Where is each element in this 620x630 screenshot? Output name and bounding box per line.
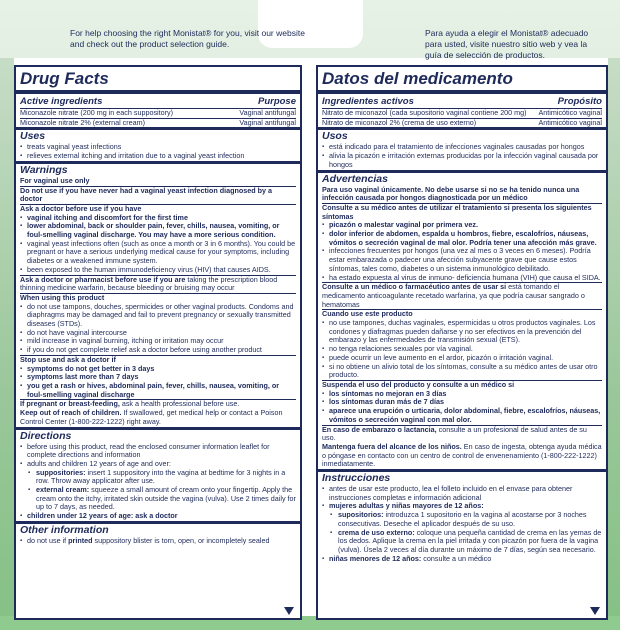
panel-title: Drug Facts [16,67,300,94]
list-item: ▪ symptoms last more than 7 days [20,373,296,382]
list-item: ▪ aparece una erupción o urticaria, dolor abdominal, fiebre, escalofríos, náuseas, vómitos o secreción vaginal con mal olor. [322,407,602,424]
list-item: ▪ vaginal yeast infections often (such as once a month or 3 in 6 months). You could be pregnant or have a serious underlying medical cause for your symptoms, including diabetes or a weakened immune system. [20,240,296,266]
warning-text: For vaginal use only [20,175,90,185]
warnings-section [16,161,300,427]
list-item: ▪ children under 12 years of age: ask a doctor [20,512,296,521]
list-item: ▪ dolor inferior de abdomen, espalda u hombros, fiebre, escalofríos, náuseas, vómitos o secreción vaginal de mal olor. Podría tener una afección más grave. [322,230,602,247]
warnings-heading: Advertencias [322,172,388,185]
ingredient-row [20,119,296,128]
warning-subheading: When using this product [20,292,105,302]
warning-subheading: Cuando use este producto [322,309,413,319]
directions-section [318,469,606,563]
warning-text: Mantenga fuera del alcance de los niños. En caso de ingesta, obtenga ayuda médica o póngase en contacto con un centro de control de envenenamiento (1-800-222-1222) inmediatamente. [322,441,602,469]
list-item: ▪ picazón o malestar vaginal por primera vez. [322,221,602,230]
list-item: ▪ do not have vaginal intercourse [20,329,296,338]
uses-section [16,127,300,160]
list-item: ▪ alivia la picazón e irritación externas producidas por la infección vaginal causada por hongos [322,152,602,169]
list-item: ▪ if you do not get complete relief ask a doctor before using another product [20,346,296,355]
datos-medicamento-panel [316,65,608,620]
ingredient-name: Miconazole nitrate 2% (external cream) [20,117,146,127]
ingredient-name: Miconazole nitrate (200 mg in each suppository) [20,108,174,117]
uses-section [318,127,606,169]
list-item: ▪ before using this product, read the enclosed consumer information leaflet for complete directions and information [20,443,296,460]
ingredient-purpose: Antimicótico vaginal [538,108,602,117]
panel-title: Datos del medicamento [318,67,606,94]
list-item: ▪ ha estado expuesta al virus de inmuno- deficiencia humana (VIH) que causa el SIDA. [322,274,602,283]
list-item: ▪ adults and children 12 years of age and over: [20,460,296,469]
list-item: ▪ no tenga relaciones sexuales por vía vaginal. [322,345,602,354]
ingredient-purpose: Antimicótico vaginal [538,117,602,127]
warning-subheading: Suspenda el uso del producto y consulte a un médico si [322,379,515,389]
list-item: ▪ crema de uso externo: coloque una pequeña cantidad de crema en las yemas de los dedos. Aplique la crema en la piel irritada y con picazón por fuera de la vagina (vulva). Úsela 2 veces al día durante un máximo de 7 días, según sea necesario. [322,529,602,555]
list-item: ▪ no use tampones, duchas vaginales, espermicidas u otros productos vaginales. Los condones y diafragmas pueden dañarse y no ser efectivos en la prevención del embarazo y las enfermedades de transmisión sexual (ETS). [322,319,602,345]
warning-text: If pregnant or breast-feeding, ask a health professional before use. [20,399,240,409]
list-item: ▪ suppositories: insert 1 suppository into the vagina at bedtime for 3 nights in a row. Throw away applicator after use. [20,469,296,486]
warning-text: Ask a doctor or pharmacist before use if you are taking the prescription blood thinning medicine warfarin, because bleeding or bruising may occur [20,274,278,293]
purpose-heading: Propósito [557,96,602,107]
active-ingredients-header [322,95,602,109]
warning-subheading: Stop use and ask a doctor if [20,354,116,364]
list-item: ▪ puede ocurrir un leve aumento en el ardor, picazón o irritación vaginal. [322,354,602,363]
list-item: ▪ los síntomas no mejoran en 3 días [322,390,602,399]
list-item: ▪ relieves external itching and irritation due to a vaginal yeast infection [20,152,296,161]
list-item: ▪ mild increase in vaginal burning, itching or irritation may occur [20,337,296,346]
list-item: ▪ niñas menores de 12 años: consulte a un médico [322,555,602,564]
active-ingredients-heading: Ingredientes activos [322,96,414,107]
package-right-edge [608,58,620,618]
list-item: ▪ external cream: squeeze a small amount of cream onto your fingertip. Apply the cream onto the itchy, irritated skin outside the vagina (vulva). Use 2 times daily for up to 7 days, as needed. [20,486,296,512]
header-note-en: For help choosing the right Monistat® for you, visit our website and check out the product selection guide. [70,28,305,49]
list-item: ▪ treats vaginal yeast infections [20,143,296,152]
warning-text: Do not use if you have never had a vaginal yeast infection diagnosed by a doctor [20,185,273,204]
list-item: ▪ do not use if printed suppository blister is torn, open, or incompletely sealed [20,537,296,546]
list-item: ▪ lower abdominal, back or shoulder pain, fever, chills, nausea, vomiting, or foul-smelling vaginal discharge. You may have a more serious condition. [20,222,296,239]
continue-arrow-icon [284,607,294,615]
directions-heading: Directions [20,429,72,442]
warning-text: Para uso vaginal únicamente. No debe usarse si no se ha tenido nunca una infección causada por hongos diagnosticada por un médico [322,184,580,203]
list-item: ▪ los síntomas duran más de 7 días [322,398,602,407]
ingredient-purpose: Vaginal antifungal [239,117,296,127]
other-info-section [16,521,300,546]
list-item: ▪ symptoms do not get better in 3 days [20,365,296,374]
continue-arrow-icon [590,607,600,615]
warning-subheading: Consulte a su médico antes de utilizar el tratamiento si presenta los siguientes síntomas [322,202,592,221]
drug-facts-panel [14,65,302,620]
list-item: ▪ antes de usar este producto, lea el folleto incluido en el envase para obtener instrucciones completas e información adicional [322,485,602,502]
active-ingredients-header [20,95,296,109]
list-item: ▪ do not use tampons, douches, spermicides or other vaginal products. Condoms and diaphragms may be damaged and fail to prevent pregnancy or sexually transmitted diseases (STDs). [20,303,296,329]
warning-text: Consulte a un médico o farmacéutico antes de usar si está tomando el medicamento anticoagulante recetado warfarina, ya que podría causar sangrado o hematomas [322,282,585,309]
warnings-heading: Warnings [20,163,68,176]
package-left-edge [0,58,14,618]
list-item: ▪ been exposed to the human immunodeficiency virus (HIV) that causes AIDS. [20,266,296,275]
ingredient-row [322,119,602,128]
list-item: ▪ si no obtiene un alivio total de los síntomas, consulte a su médico antes de usar otro producto. [322,363,602,380]
list-item: ▪ supositorios: introduzca 1 supositorio en la vagina al acostarse por 3 noches consecutivas. Deseche el aplicador después de su uso. [322,511,602,528]
ingredient-purpose: Vaginal antifungal [239,108,296,117]
list-item: ▪ you get a rash or hives, abdominal pain, fever, chills, nausea, vomiting, or foul-smelling vaginal discharge [20,382,296,399]
list-item: ▪ está indicado para el tratamiento de infecciones vaginales causadas por hongos [322,143,602,152]
warnings-section [318,170,606,470]
ingredient-name: Nitrato de miconazol (cada supositorio vaginal contiene 200 mg) [322,108,527,117]
warning-text: Keep out of reach of children. If swallowed, get medical help or contact a Poison Control Center (1-800-222-1222) right away. [20,408,283,426]
list-item: ▪ vaginal itching and discomfort for the first time [20,214,296,223]
uses-heading: Uses [20,130,46,143]
directions-heading: Instrucciones [322,472,391,485]
list-item: ▪ mujeres adultas y niñas mayores de 12 años: [322,502,602,511]
warning-text: En caso de embarazo o lactancia, consulte a un profesional de salud antes de su uso. [322,424,587,443]
purpose-heading: Purpose [257,96,296,107]
active-ingredients-section [318,94,606,127]
other-info-heading: Other information [20,523,109,536]
directions-section [16,427,300,521]
uses-heading: Usos [322,130,348,143]
active-ingredients-section [16,94,300,127]
active-ingredients-heading: Active ingredients [20,96,103,107]
header-note-es: Para ayuda a elegir el Monistat® adecuado para usted, visite nuestro sitio web y vea la guía de selección de productos. [425,28,589,60]
warning-subheading: Ask a doctor before use if you have [20,203,142,213]
ingredient-name: Nitrato de miconazol 2% (crema de uso externo) [322,117,477,127]
list-item: ▪ infecciones frecuentes por hongos (una vez al mes o 3 veces en 6 meses). Podría estar embarazada o padecer una afección subyacente grave que cause estos síntomas, tales como, diabetes o un sistema inmunológico debilitado. [322,247,602,273]
